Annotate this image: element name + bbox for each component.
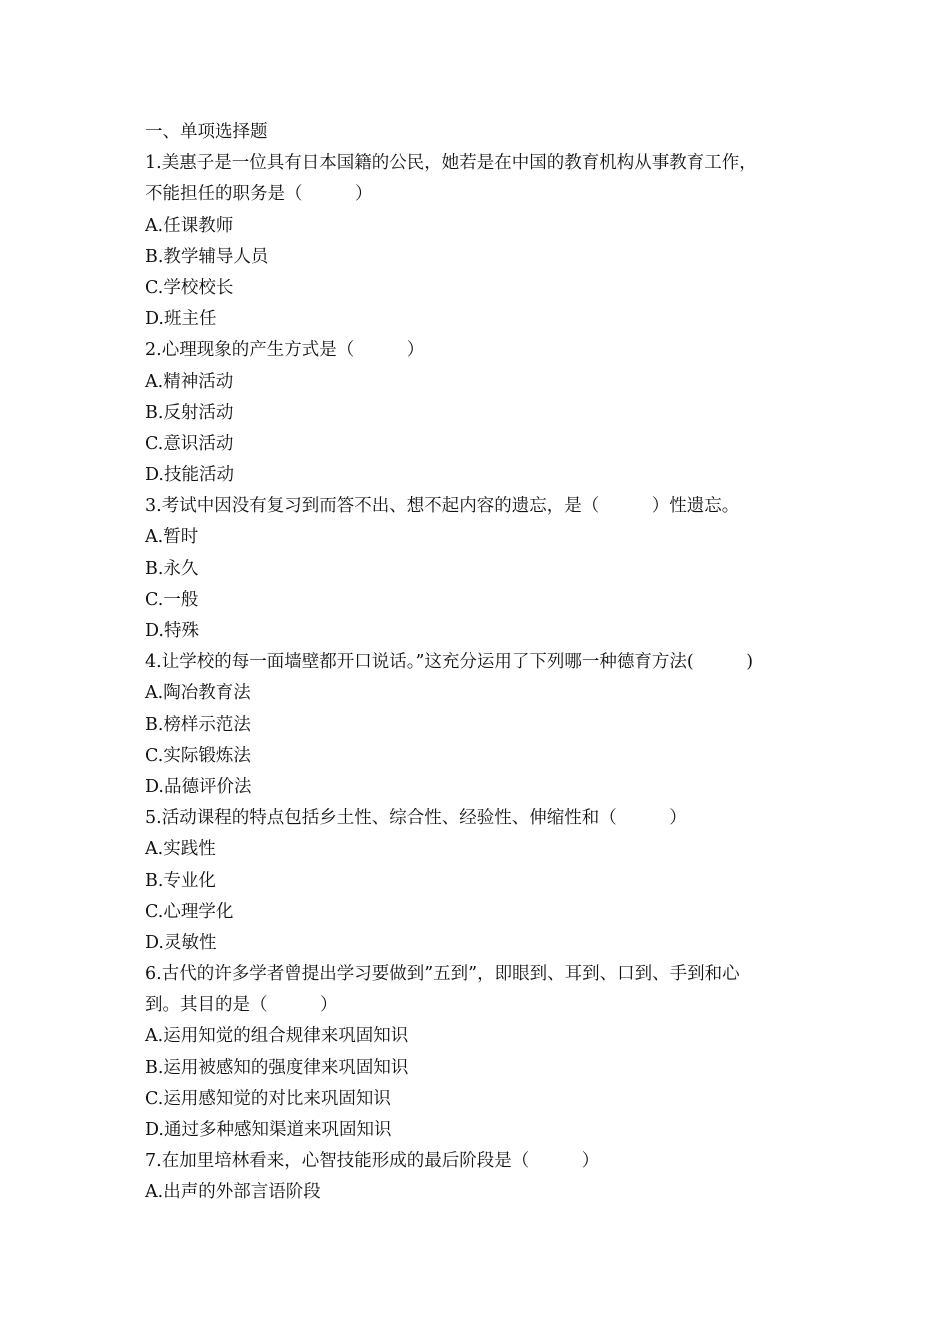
question-stem: 5.活动课程的特点包括乡土性、综合性、经验性、伸缩性和（ ） — [145, 808, 687, 829]
question-3 — [145, 491, 815, 647]
question-6 — [145, 959, 815, 1146]
question-stem: 4.让学校的每一面墙壁都开口说话。”这充分运用了下列哪一种德育方法( ) — [145, 652, 754, 673]
option-a: A.陶冶教育法 — [145, 683, 251, 704]
option-d: D.特殊 — [145, 621, 199, 641]
option-a: A.运用知觉的组合规律来巩固知识 — [145, 1026, 409, 1047]
section-title: 一、单项选择题 — [145, 122, 268, 142]
question-5 — [145, 803, 815, 959]
question-stem: 7.在加里培林看来，心智技能形成的最后阶段是（ ） — [145, 1151, 600, 1172]
option-d: D.灵敏性 — [145, 932, 217, 953]
option-b: B.永久 — [145, 558, 199, 579]
question-stem: 不能担任的职务是（ ） — [145, 184, 373, 205]
option-a: A.暂时 — [145, 527, 199, 548]
option-b: B.榜样示范法 — [145, 714, 251, 735]
option-d: D.技能活动 — [145, 465, 234, 486]
option-a: A.出声的外部言语阶段 — [145, 1182, 321, 1203]
option-c: C.心理学化 — [145, 901, 234, 922]
option-d: D.班主任 — [145, 309, 217, 330]
question-stem: 6.古代的许多学者曾提出学习要做到”五到”，即眼到、耳到、口到、手到和心 — [145, 964, 740, 985]
option-c: C.一般 — [145, 589, 199, 610]
question-7 — [145, 1146, 815, 1208]
option-b: B.反射活动 — [145, 402, 234, 423]
document-content — [145, 117, 815, 1209]
question-stem: 到。其目的是（ ） — [145, 995, 338, 1016]
option-d: D.品德评价法 — [145, 776, 252, 797]
option-c: C.意识活动 — [145, 433, 234, 454]
option-b: B.运用被感知的强度律来巩固知识 — [145, 1057, 409, 1078]
question-stem: 2.心理现象的产生方式是（ ） — [145, 340, 425, 361]
option-b: B.教学辅导人员 — [145, 246, 269, 267]
option-c: C.实际锻炼法 — [145, 745, 251, 766]
question-4 — [145, 647, 815, 803]
option-c: C.运用感知觉的对比来巩固知识 — [145, 1088, 391, 1109]
option-b: B.专业化 — [145, 870, 216, 891]
question-1 — [145, 148, 815, 335]
question-stem: 3.考试中因没有复习到而答不出、想不起内容的遗忘，是（ ）性遗忘。 — [145, 496, 740, 517]
option-c: C.学校校长 — [145, 277, 234, 298]
option-a: A.任课教师 — [145, 215, 234, 236]
option-a: A.实践性 — [145, 839, 216, 860]
question-stem: 1.美惠子是一位具有日本国籍的公民，她若是在中国的教育机构从事教育工作， — [145, 153, 757, 174]
option-d: D.通过多种感知渠道来巩固知识 — [145, 1120, 392, 1140]
option-a: A.精神活动 — [145, 371, 234, 392]
question-2 — [145, 335, 815, 491]
